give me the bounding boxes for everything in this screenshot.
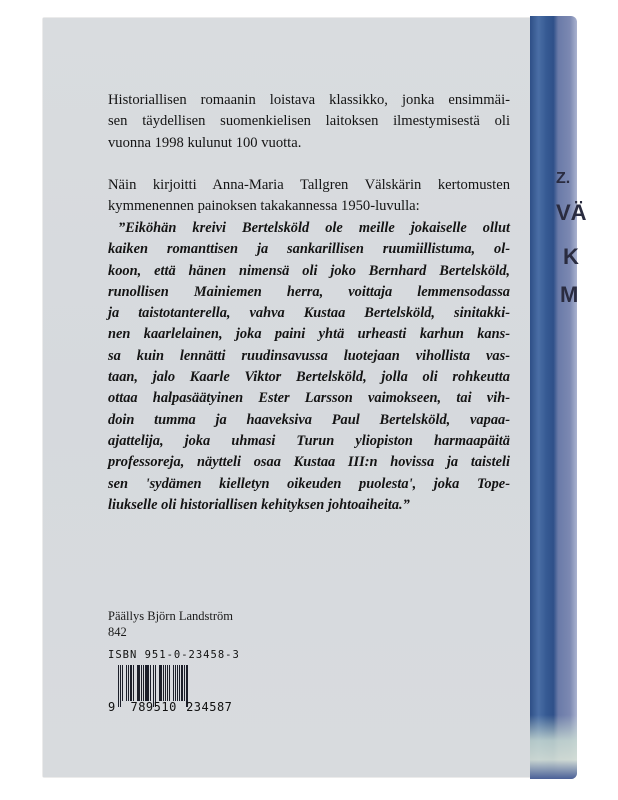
product-code: 842 bbox=[108, 625, 127, 639]
quote-line: kaiken romanttisen ja sankarillisen ruumiillistuma, ol- bbox=[108, 241, 510, 258]
spine-worn-edge bbox=[530, 715, 577, 779]
quote-line: professoreja, näytteli osaa Kustaa III:n hovissa ja taisteli bbox=[108, 454, 510, 471]
quote-line: taan, jalo Kaarle Viktor Bertelsköld, jolla oli rohkeutta bbox=[108, 369, 510, 386]
quote-line: ajattelija, joka uhmasi Turun yliopiston harmaapäitä bbox=[108, 432, 510, 449]
text-line: Näin kirjoitti Anna-Maria Tallgren Välskärin kertomusten bbox=[108, 177, 510, 193]
intro-paragraph bbox=[108, 90, 510, 154]
quote-line: nen kaarlelainen, joka paini yhtä urheasti karhun kans- bbox=[108, 326, 510, 343]
text-line: vuonna 1998 kulunut 100 vuotta. bbox=[108, 134, 302, 151]
quote-line: runollisen Mainiemen herra, voittaja lemmensodassa bbox=[108, 283, 510, 300]
quote-paragraph bbox=[108, 218, 510, 516]
spine-text-fragment: M bbox=[560, 282, 579, 307]
barcode-right-digits: 234587 bbox=[186, 700, 233, 714]
attribution-paragraph bbox=[108, 175, 510, 218]
book-spine bbox=[530, 16, 587, 779]
text-line: sen täydellisen suomenkielisen laitoksen ilmestymisestä oli bbox=[108, 113, 510, 130]
barcode-left-digits: 789510 bbox=[130, 700, 177, 714]
quote-line: ottaa halpasäätyinen Ester Larsson vaimokseen, tai vih- bbox=[108, 390, 510, 407]
barcode-number bbox=[108, 700, 232, 714]
quote-line: koon, että hänen nimensä oli joko Bernhard Bertelsköld, bbox=[108, 262, 510, 279]
quote-line: liukselle oli historiallisen kehityksen johtoaiheita.” bbox=[108, 496, 410, 513]
quote-line: doin tumma ja haaveksiva Paul Bertelsköld, vapaa- bbox=[108, 411, 510, 428]
text-line: Historiallisen romaanin loistava klassikko, jonka ensimmäi- bbox=[108, 92, 510, 108]
credits bbox=[108, 608, 233, 640]
spine-text-fragment: K bbox=[563, 244, 579, 269]
quote-line: ja taistotanterella, vahva Kustaa Bertelsköld, sinitakki- bbox=[108, 305, 510, 322]
quote-line: sen 'sydämen kielletyn oikeuden puolesta', joka Tope- bbox=[108, 475, 510, 492]
cover-credit: Päällys Björn Landström bbox=[108, 609, 233, 623]
barcode bbox=[118, 665, 211, 701]
text-line: kymmenennen painoksen takakannessa 1950-luvulla: bbox=[108, 198, 420, 215]
barcode-lead-digit: 9 bbox=[108, 700, 116, 714]
spine-text-fragment: Z. bbox=[556, 170, 571, 187]
isbn: ISBN 951-0-23458-3 bbox=[108, 649, 240, 661]
quote-line: sa kuin lennätti ruudinsavussa luotejaan vihollista vas- bbox=[108, 347, 510, 364]
barcode-bar bbox=[188, 665, 189, 701]
quote-line: ”Eiköhän kreivi Bertelsköld ole meille jokaiselle ollut bbox=[118, 220, 510, 236]
spine-text-fragment: VÄ bbox=[556, 200, 587, 225]
